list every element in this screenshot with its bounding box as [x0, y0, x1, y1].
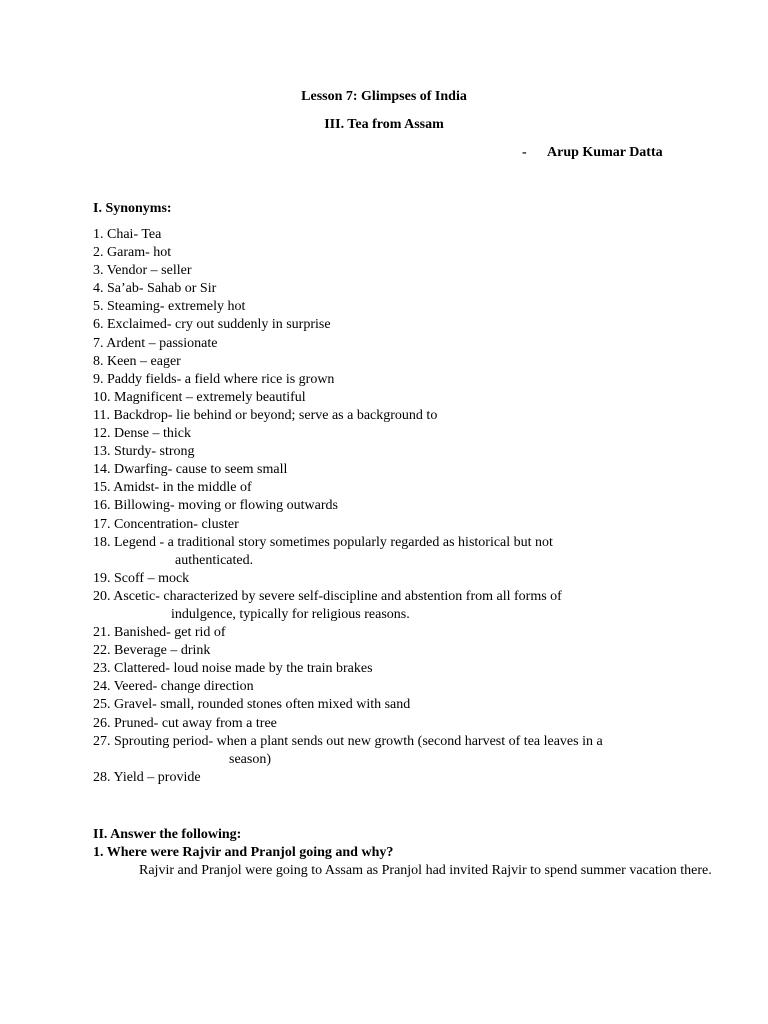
list-item: 7. Ardent – passionate: [93, 335, 218, 351]
synonyms-heading: I. Synonyms:: [93, 201, 172, 216]
list-item: 9. Paddy fields- a field where rice is grown: [93, 371, 335, 387]
list-item: 17. Concentration- cluster: [93, 516, 239, 532]
list-item-continuation: indulgence, typically for religious reasons.: [171, 606, 410, 622]
list-item: 25. Gravel- small, rounded stones often mixed with sand: [93, 697, 411, 713]
list-item: 26. Pruned- cut away from a tree: [93, 715, 277, 731]
list-item: 4. Sa’ab- Sahab or Sir: [93, 281, 217, 297]
list-item: 16. Billowing- moving or flowing outwards: [93, 498, 338, 514]
list-item: 11. Backdrop- lie behind or beyond; serve as a background to: [93, 407, 438, 423]
lesson-title: Lesson 7: Glimpses of India: [301, 89, 467, 104]
list-item: 6. Exclaimed- cry out suddenly in surprise: [93, 317, 331, 333]
answer-1-text: Rajvir and Pranjol were going to Assam as Pranjol had invited Rajvir to spend summer vacation there.: [139, 863, 712, 878]
list-item: 27. Sprouting period- when a plant sends out new growth (second harvest of tea leaves in a: [93, 733, 603, 749]
chapter-title: III. Tea from Assam: [324, 117, 444, 132]
list-item: 22. Beverage – drink: [93, 643, 211, 659]
list-item: 10. Magnificent – extremely beautiful: [93, 389, 306, 405]
answer-1: [93, 862, 713, 880]
list-item: 20. Ascetic- characterized by severe self-discipline and abstention from all forms of: [93, 588, 562, 604]
list-item: 21. Banished- get rid of: [93, 625, 226, 641]
author-name: Arup Kumar Datta: [547, 145, 663, 160]
list-item: 1. Chai- Tea: [93, 227, 162, 242]
list-item: 15. Amidst- in the middle of: [93, 480, 252, 496]
author-line: [522, 144, 663, 162]
list-item: 14. Dwarfing- cause to seem small: [93, 462, 288, 478]
list-item-continuation: season): [229, 751, 271, 767]
list-item: 28. Yield – provide: [93, 769, 201, 785]
answers-heading: II. Answer the following:: [93, 827, 242, 842]
list-item: 19. Scoff – mock: [93, 570, 190, 586]
list-item: 3. Vendor – seller: [93, 263, 192, 279]
list-item: 24. Veered- change direction: [93, 679, 254, 695]
question-1: 1. Where were Rajvir and Pranjol going and why?: [93, 845, 394, 860]
list-item: 5. Steaming- extremely hot: [93, 299, 246, 315]
list-item: 13. Sturdy- strong: [93, 444, 195, 460]
list-item: 12. Dense – thick: [93, 426, 191, 442]
list-item: 23. Clattered- loud noise made by the train brakes: [93, 661, 373, 677]
list-item-continuation: authenticated.: [175, 552, 254, 568]
author-dash: -: [522, 145, 527, 160]
list-item: 18. Legend - a traditional story sometimes popularly regarded as historical but not: [93, 534, 553, 550]
list-item: 2. Garam- hot: [93, 245, 172, 261]
synonyms-list: [93, 226, 733, 787]
list-item: 8. Keen – eager: [93, 353, 181, 369]
